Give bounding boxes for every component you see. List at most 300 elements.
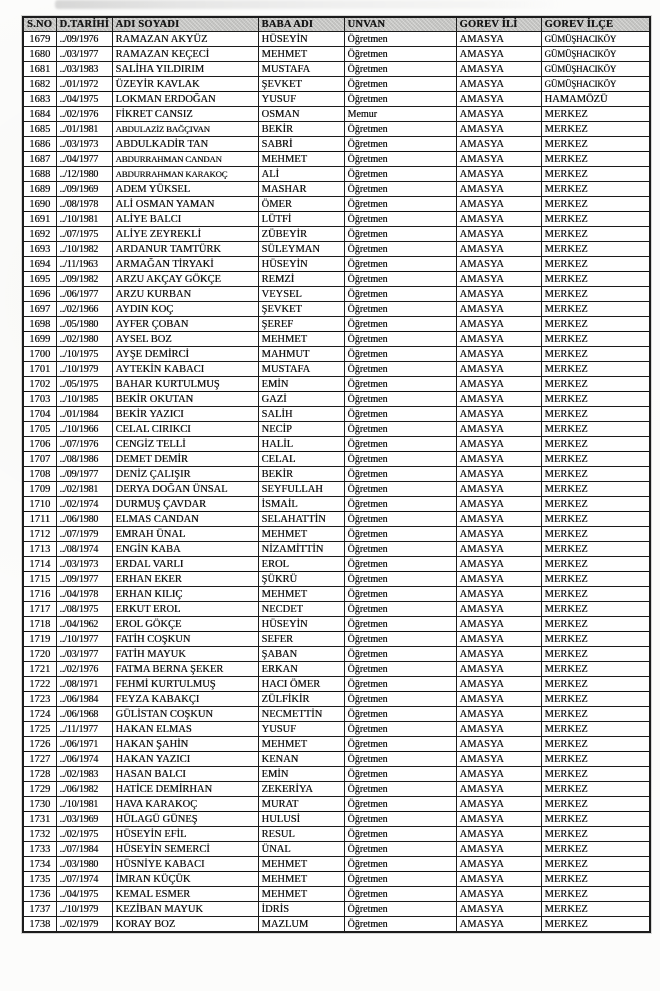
table-row — [23, 302, 650, 317]
column-header-5: GOREV İLİ — [456, 17, 541, 32]
cell-title: Öğretmen — [344, 122, 456, 137]
cell-fathername: MAZLUM — [258, 917, 344, 933]
cell-fullname: FATİH COŞKUN — [112, 632, 258, 647]
cell-title: Öğretmen — [344, 197, 456, 212]
cell-birthdate: ../03/1977 — [56, 47, 112, 62]
table-row — [23, 107, 650, 122]
cell-birthdate: ../02/1976 — [56, 107, 112, 122]
cell-birthdate: ../05/1980 — [56, 317, 112, 332]
cell-birthdate: ../01/1981 — [56, 122, 112, 137]
cell-sno: 1726 — [23, 737, 56, 752]
table-row — [23, 887, 650, 902]
cell-province: AMASYA — [456, 917, 541, 933]
cell-fathername: REMZİ — [258, 272, 344, 287]
cell-birthdate: ../10/1979 — [56, 362, 112, 377]
cell-birthdate: ../06/1971 — [56, 737, 112, 752]
cell-district: MERKEZ — [541, 857, 650, 872]
cell-fullname: SALİHA YILDIRIM — [112, 62, 258, 77]
table-row — [23, 77, 650, 92]
table-row — [23, 407, 650, 422]
cell-sno: 1710 — [23, 497, 56, 512]
table-row — [23, 152, 650, 167]
cell-fullname: HAVA KARAKOÇ — [112, 797, 258, 812]
cell-sno: 1705 — [23, 422, 56, 437]
cell-title: Öğretmen — [344, 362, 456, 377]
cell-fathername: MEHMET — [258, 887, 344, 902]
cell-district: MERKEZ — [541, 167, 650, 182]
cell-sno: 1702 — [23, 377, 56, 392]
cell-title: Öğretmen — [344, 452, 456, 467]
table-row — [23, 272, 650, 287]
cell-district: GÜMÜŞHACIKÖY — [541, 47, 650, 62]
cell-title: Öğretmen — [344, 647, 456, 662]
cell-fathername: ŞEREF — [258, 317, 344, 332]
cell-sno: 1684 — [23, 107, 56, 122]
cell-district: MERKEZ — [541, 287, 650, 302]
cell-fullname: RAMAZAN KEÇECİ — [112, 47, 258, 62]
cell-title: Öğretmen — [344, 692, 456, 707]
cell-birthdate: ../08/1978 — [56, 197, 112, 212]
cell-title: Öğretmen — [344, 512, 456, 527]
cell-province: AMASYA — [456, 467, 541, 482]
cell-province: AMASYA — [456, 362, 541, 377]
table-row — [23, 617, 650, 632]
cell-fullname: FEYZA KABAKÇI — [112, 692, 258, 707]
cell-fathername: MURAT — [258, 797, 344, 812]
table-row — [23, 317, 650, 332]
cell-province: AMASYA — [456, 347, 541, 362]
cell-fathername: EMİN — [258, 767, 344, 782]
cell-district: MERKEZ — [541, 602, 650, 617]
cell-province: AMASYA — [456, 137, 541, 152]
cell-fullname: FATMA BERNA ŞEKER — [112, 662, 258, 677]
cell-district: MERKEZ — [541, 887, 650, 902]
cell-province: AMASYA — [456, 587, 541, 602]
cell-sno: 1733 — [23, 842, 56, 857]
cell-province: AMASYA — [456, 152, 541, 167]
table-row — [23, 347, 650, 362]
cell-title: Öğretmen — [344, 662, 456, 677]
cell-sno: 1699 — [23, 332, 56, 347]
cell-title: Öğretmen — [344, 482, 456, 497]
table-row — [23, 437, 650, 452]
cell-district: MERKEZ — [541, 782, 650, 797]
cell-title: Öğretmen — [344, 317, 456, 332]
cell-title: Öğretmen — [344, 467, 456, 482]
cell-sno: 1689 — [23, 182, 56, 197]
cell-title: Öğretmen — [344, 272, 456, 287]
cell-district: MERKEZ — [541, 842, 650, 857]
table-row — [23, 92, 650, 107]
cell-district: MERKEZ — [541, 467, 650, 482]
cell-fullname: ARZU KURBAN — [112, 287, 258, 302]
cell-birthdate: ../02/1966 — [56, 302, 112, 317]
cell-province: AMASYA — [456, 257, 541, 272]
cell-province: AMASYA — [456, 737, 541, 752]
cell-district: MERKEZ — [541, 767, 650, 782]
cell-fathername: MEHMET — [258, 587, 344, 602]
cell-sno: 1700 — [23, 347, 56, 362]
cell-fathername: MEHMET — [258, 737, 344, 752]
cell-fullname: KEZİBAN MAYUK — [112, 902, 258, 917]
cell-district: GÜMÜŞHACIKÖY — [541, 62, 650, 77]
cell-fullname: HAKAN ELMAS — [112, 722, 258, 737]
cell-district: GÜMÜŞHACIKÖY — [541, 32, 650, 47]
cell-fullname: ERDAL VARLI — [112, 557, 258, 572]
cell-province: AMASYA — [456, 452, 541, 467]
cell-fullname: CELAL CIRIKCI — [112, 422, 258, 437]
cell-title: Öğretmen — [344, 797, 456, 812]
scan-artifact-smudge — [55, 0, 565, 9]
cell-sno: 1695 — [23, 272, 56, 287]
cell-fathername: BEKİR — [258, 122, 344, 137]
cell-birthdate: ../09/1977 — [56, 467, 112, 482]
cell-fullname: HÜLAGÜ GÜNEŞ — [112, 812, 258, 827]
table-row — [23, 182, 650, 197]
cell-fullname: BAHAR KURTULMUŞ — [112, 377, 258, 392]
table-row — [23, 722, 650, 737]
cell-sno: 1722 — [23, 677, 56, 692]
cell-title: Öğretmen — [344, 707, 456, 722]
cell-district: MERKEZ — [541, 197, 650, 212]
cell-sno: 1682 — [23, 77, 56, 92]
cell-province: AMASYA — [456, 62, 541, 77]
cell-province: AMASYA — [456, 872, 541, 887]
cell-province: AMASYA — [456, 632, 541, 647]
cell-sno: 1738 — [23, 917, 56, 933]
table-header-row — [23, 17, 650, 32]
cell-fullname: BEKİR OKUTAN — [112, 392, 258, 407]
cell-fathername: HULUSİ — [258, 812, 344, 827]
cell-fullname: HAKAN YAZICI — [112, 752, 258, 767]
cell-sno: 1717 — [23, 602, 56, 617]
cell-fathername: MEHMET — [258, 47, 344, 62]
cell-birthdate: ../09/1976 — [56, 32, 112, 47]
cell-birthdate: ../04/1977 — [56, 152, 112, 167]
cell-fathername: ŞEVKET — [258, 77, 344, 92]
cell-fullname: AYŞE DEMİRCİ — [112, 347, 258, 362]
cell-sno: 1727 — [23, 752, 56, 767]
cell-fullname: BEKİR YAZICI — [112, 407, 258, 422]
cell-sno: 1737 — [23, 902, 56, 917]
cell-province: AMASYA — [456, 422, 541, 437]
cell-birthdate: ../01/1984 — [56, 407, 112, 422]
cell-district: MERKEZ — [541, 377, 650, 392]
cell-birthdate: ../04/1962 — [56, 617, 112, 632]
cell-fullname: ALİYE ZEYREKLİ — [112, 227, 258, 242]
cell-birthdate: ../11/1963 — [56, 257, 112, 272]
cell-sno: 1680 — [23, 47, 56, 62]
cell-birthdate: ../03/1973 — [56, 557, 112, 572]
table-row — [23, 557, 650, 572]
table-row — [23, 752, 650, 767]
cell-fullname: FATİH MAYUK — [112, 647, 258, 662]
table-row — [23, 782, 650, 797]
cell-province: AMASYA — [456, 512, 541, 527]
cell-birthdate: ../09/1982 — [56, 272, 112, 287]
table-row — [23, 587, 650, 602]
cell-title: Öğretmen — [344, 527, 456, 542]
cell-fathername: İSMAİL — [258, 497, 344, 512]
cell-birthdate: ../10/1966 — [56, 422, 112, 437]
cell-sno: 1697 — [23, 302, 56, 317]
cell-fathername: CELAL — [258, 452, 344, 467]
cell-province: AMASYA — [456, 242, 541, 257]
cell-sno: 1707 — [23, 452, 56, 467]
table-row — [23, 332, 650, 347]
cell-district: MERKEZ — [541, 437, 650, 452]
table-row — [23, 767, 650, 782]
cell-birthdate: ../06/1968 — [56, 707, 112, 722]
cell-district: MERKEZ — [541, 152, 650, 167]
cell-fathername: SABRİ — [258, 137, 344, 152]
column-header-2: ADI SOYADI — [112, 17, 258, 32]
cell-fullname: ERHAN KILIÇ — [112, 587, 258, 602]
cell-fathername: SELAHATTİN — [258, 512, 344, 527]
cell-birthdate: ../07/1975 — [56, 227, 112, 242]
cell-fathername: HALİL — [258, 437, 344, 452]
cell-sno: 1725 — [23, 722, 56, 737]
cell-birthdate: ../07/1974 — [56, 872, 112, 887]
table-row — [23, 497, 650, 512]
cell-fathername: ÜNAL — [258, 842, 344, 857]
cell-fathername: OSMAN — [258, 107, 344, 122]
cell-fullname: ABDURRAHMAN KARAKOÇ — [112, 167, 258, 182]
cell-district: MERKEZ — [541, 722, 650, 737]
table-row — [23, 902, 650, 917]
cell-birthdate: ../04/1975 — [56, 887, 112, 902]
cell-fathername: ALİ — [258, 167, 344, 182]
table-row — [23, 827, 650, 842]
cell-title: Öğretmen — [344, 812, 456, 827]
cell-district: MERKEZ — [541, 422, 650, 437]
table-row — [23, 122, 650, 137]
table-row — [23, 707, 650, 722]
cell-district: MERKEZ — [541, 662, 650, 677]
cell-district: MERKEZ — [541, 137, 650, 152]
cell-title: Öğretmen — [344, 617, 456, 632]
cell-district: MERKEZ — [541, 632, 650, 647]
cell-province: AMASYA — [456, 407, 541, 422]
cell-title: Öğretmen — [344, 782, 456, 797]
column-header-3: BABA ADI — [258, 17, 344, 32]
table-row — [23, 542, 650, 557]
cell-fathername: SEYFULLAH — [258, 482, 344, 497]
cell-title: Öğretmen — [344, 257, 456, 272]
cell-province: AMASYA — [456, 317, 541, 332]
cell-fathername: MUSTAFA — [258, 362, 344, 377]
cell-district: MERKEZ — [541, 557, 650, 572]
table-row — [23, 62, 650, 77]
cell-fathername: HÜSEYİN — [258, 257, 344, 272]
column-header-4: UNVAN — [344, 17, 456, 32]
cell-district: MERKEZ — [541, 512, 650, 527]
cell-fullname: ERHAN EKER — [112, 572, 258, 587]
cell-fathername: KENAN — [258, 752, 344, 767]
cell-fullname: AYDIN KOÇ — [112, 302, 258, 317]
cell-fullname: ABDULKADİR TAN — [112, 137, 258, 152]
cell-sno: 1720 — [23, 647, 56, 662]
cell-fullname: AYTEKİN KABACI — [112, 362, 258, 377]
cell-fullname: DURMUŞ ÇAVDAR — [112, 497, 258, 512]
cell-fathername: BEKİR — [258, 467, 344, 482]
cell-title: Öğretmen — [344, 227, 456, 242]
cell-fathername: SEFER — [258, 632, 344, 647]
cell-sno: 1729 — [23, 782, 56, 797]
cell-title: Öğretmen — [344, 332, 456, 347]
table-row — [23, 797, 650, 812]
table-row — [23, 872, 650, 887]
cell-fullname: AYSEL BOZ — [112, 332, 258, 347]
cell-fathername: EROL — [258, 557, 344, 572]
cell-district: MERKEZ — [541, 752, 650, 767]
table-row — [23, 482, 650, 497]
table-row — [23, 527, 650, 542]
cell-birthdate: ../07/1979 — [56, 527, 112, 542]
cell-fathername: NECİP — [258, 422, 344, 437]
cell-title: Öğretmen — [344, 167, 456, 182]
table-row — [23, 572, 650, 587]
table-row — [23, 137, 650, 152]
cell-title: Öğretmen — [344, 77, 456, 92]
cell-birthdate: ../03/1977 — [56, 647, 112, 662]
cell-fathername: ÖMER — [258, 197, 344, 212]
cell-title: Öğretmen — [344, 917, 456, 933]
cell-birthdate: ../12/1980 — [56, 167, 112, 182]
table-row — [23, 917, 650, 933]
cell-birthdate: ../03/1969 — [56, 812, 112, 827]
cell-title: Öğretmen — [344, 437, 456, 452]
table-row — [23, 362, 650, 377]
cell-province: AMASYA — [456, 647, 541, 662]
cell-fullname: EMRAH ÜNAL — [112, 527, 258, 542]
cell-birthdate: ../02/1975 — [56, 827, 112, 842]
cell-sno: 1704 — [23, 407, 56, 422]
cell-district: MERKEZ — [541, 647, 650, 662]
cell-title: Öğretmen — [344, 422, 456, 437]
cell-title: Öğretmen — [344, 677, 456, 692]
cell-district: MERKEZ — [541, 677, 650, 692]
cell-sno: 1712 — [23, 527, 56, 542]
cell-fathername: EMİN — [258, 377, 344, 392]
cell-district: MERKEZ — [541, 572, 650, 587]
cell-birthdate: ../06/1984 — [56, 692, 112, 707]
cell-fathername: YUSUF — [258, 722, 344, 737]
cell-birthdate: ../10/1982 — [56, 242, 112, 257]
cell-province: AMASYA — [456, 527, 541, 542]
cell-birthdate: ../08/1971 — [56, 677, 112, 692]
cell-province: AMASYA — [456, 332, 541, 347]
cell-sno: 1715 — [23, 572, 56, 587]
cell-district: MERKEZ — [541, 872, 650, 887]
cell-sno: 1703 — [23, 392, 56, 407]
column-header-6: GOREV İLÇE — [541, 17, 650, 32]
cell-birthdate: ../04/1978 — [56, 587, 112, 602]
cell-province: AMASYA — [456, 722, 541, 737]
cell-fathername: VEYSEL — [258, 287, 344, 302]
cell-province: AMASYA — [456, 182, 541, 197]
table-row — [23, 842, 650, 857]
cell-province: AMASYA — [456, 692, 541, 707]
cell-district: MERKEZ — [541, 827, 650, 842]
cell-sno: 1730 — [23, 797, 56, 812]
cell-sno: 1694 — [23, 257, 56, 272]
table-row — [23, 47, 650, 62]
cell-sno: 1736 — [23, 887, 56, 902]
cell-fullname: FİKRET CANSIZ — [112, 107, 258, 122]
cell-sno: 1735 — [23, 872, 56, 887]
cell-district: MERKEZ — [541, 542, 650, 557]
cell-birthdate: ../08/1974 — [56, 542, 112, 557]
cell-birthdate: ../02/1983 — [56, 767, 112, 782]
cell-fullname: ABDURRAHMAN CANDAN — [112, 152, 258, 167]
cell-district: MERKEZ — [541, 107, 650, 122]
cell-province: AMASYA — [456, 842, 541, 857]
cell-district: MERKEZ — [541, 452, 650, 467]
cell-fathername: ŞÜKRÜ — [258, 572, 344, 587]
cell-fullname: ADEM YÜKSEL — [112, 182, 258, 197]
cell-birthdate: ../02/1974 — [56, 497, 112, 512]
cell-fathername: LÜTFİ — [258, 212, 344, 227]
cell-province: AMASYA — [456, 707, 541, 722]
cell-fathername: ŞEVKET — [258, 302, 344, 317]
cell-province: AMASYA — [456, 602, 541, 617]
cell-sno: 1706 — [23, 437, 56, 452]
cell-title: Öğretmen — [344, 872, 456, 887]
cell-sno: 1696 — [23, 287, 56, 302]
cell-province: AMASYA — [456, 32, 541, 47]
cell-district: MERKEZ — [541, 227, 650, 242]
cell-district: MERKEZ — [541, 257, 650, 272]
cell-fullname: CENGİZ TELLİ — [112, 437, 258, 452]
cell-fullname: ELMAS CANDAN — [112, 512, 258, 527]
cell-sno: 1701 — [23, 362, 56, 377]
cell-sno: 1686 — [23, 137, 56, 152]
cell-title: Öğretmen — [344, 557, 456, 572]
cell-fathername: MEHMET — [258, 527, 344, 542]
cell-district: MERKEZ — [541, 527, 650, 542]
cell-province: AMASYA — [456, 887, 541, 902]
cell-fullname: RAMAZAN AKYÜZ — [112, 32, 258, 47]
cell-province: AMASYA — [456, 812, 541, 827]
cell-fullname: HÜSEYİN SEMERCİ — [112, 842, 258, 857]
cell-district: MERKEZ — [541, 392, 650, 407]
cell-district: MERKEZ — [541, 302, 650, 317]
cell-fullname: ABDULAZİZ BAĞÇIVAN — [112, 122, 258, 137]
cell-title: Öğretmen — [344, 827, 456, 842]
cell-fathername: MEHMET — [258, 152, 344, 167]
cell-province: AMASYA — [456, 797, 541, 812]
cell-sno: 1723 — [23, 692, 56, 707]
cell-birthdate: ../01/1972 — [56, 77, 112, 92]
cell-title: Öğretmen — [344, 287, 456, 302]
cell-fullname: AYFER ÇOBAN — [112, 317, 258, 332]
cell-title: Öğretmen — [344, 857, 456, 872]
cell-province: AMASYA — [456, 497, 541, 512]
cell-fathername: HÜSEYİN — [258, 617, 344, 632]
cell-birthdate: ../06/1974 — [56, 752, 112, 767]
cell-fathername: YUSUF — [258, 92, 344, 107]
cell-province: AMASYA — [456, 227, 541, 242]
cell-birthdate: ../06/1982 — [56, 782, 112, 797]
cell-province: AMASYA — [456, 662, 541, 677]
cell-birthdate: ../10/1977 — [56, 632, 112, 647]
table-row — [23, 692, 650, 707]
cell-title: Öğretmen — [344, 407, 456, 422]
cell-province: AMASYA — [456, 752, 541, 767]
cell-district: MERKEZ — [541, 587, 650, 602]
cell-fullname: ALİYE BALCI — [112, 212, 258, 227]
